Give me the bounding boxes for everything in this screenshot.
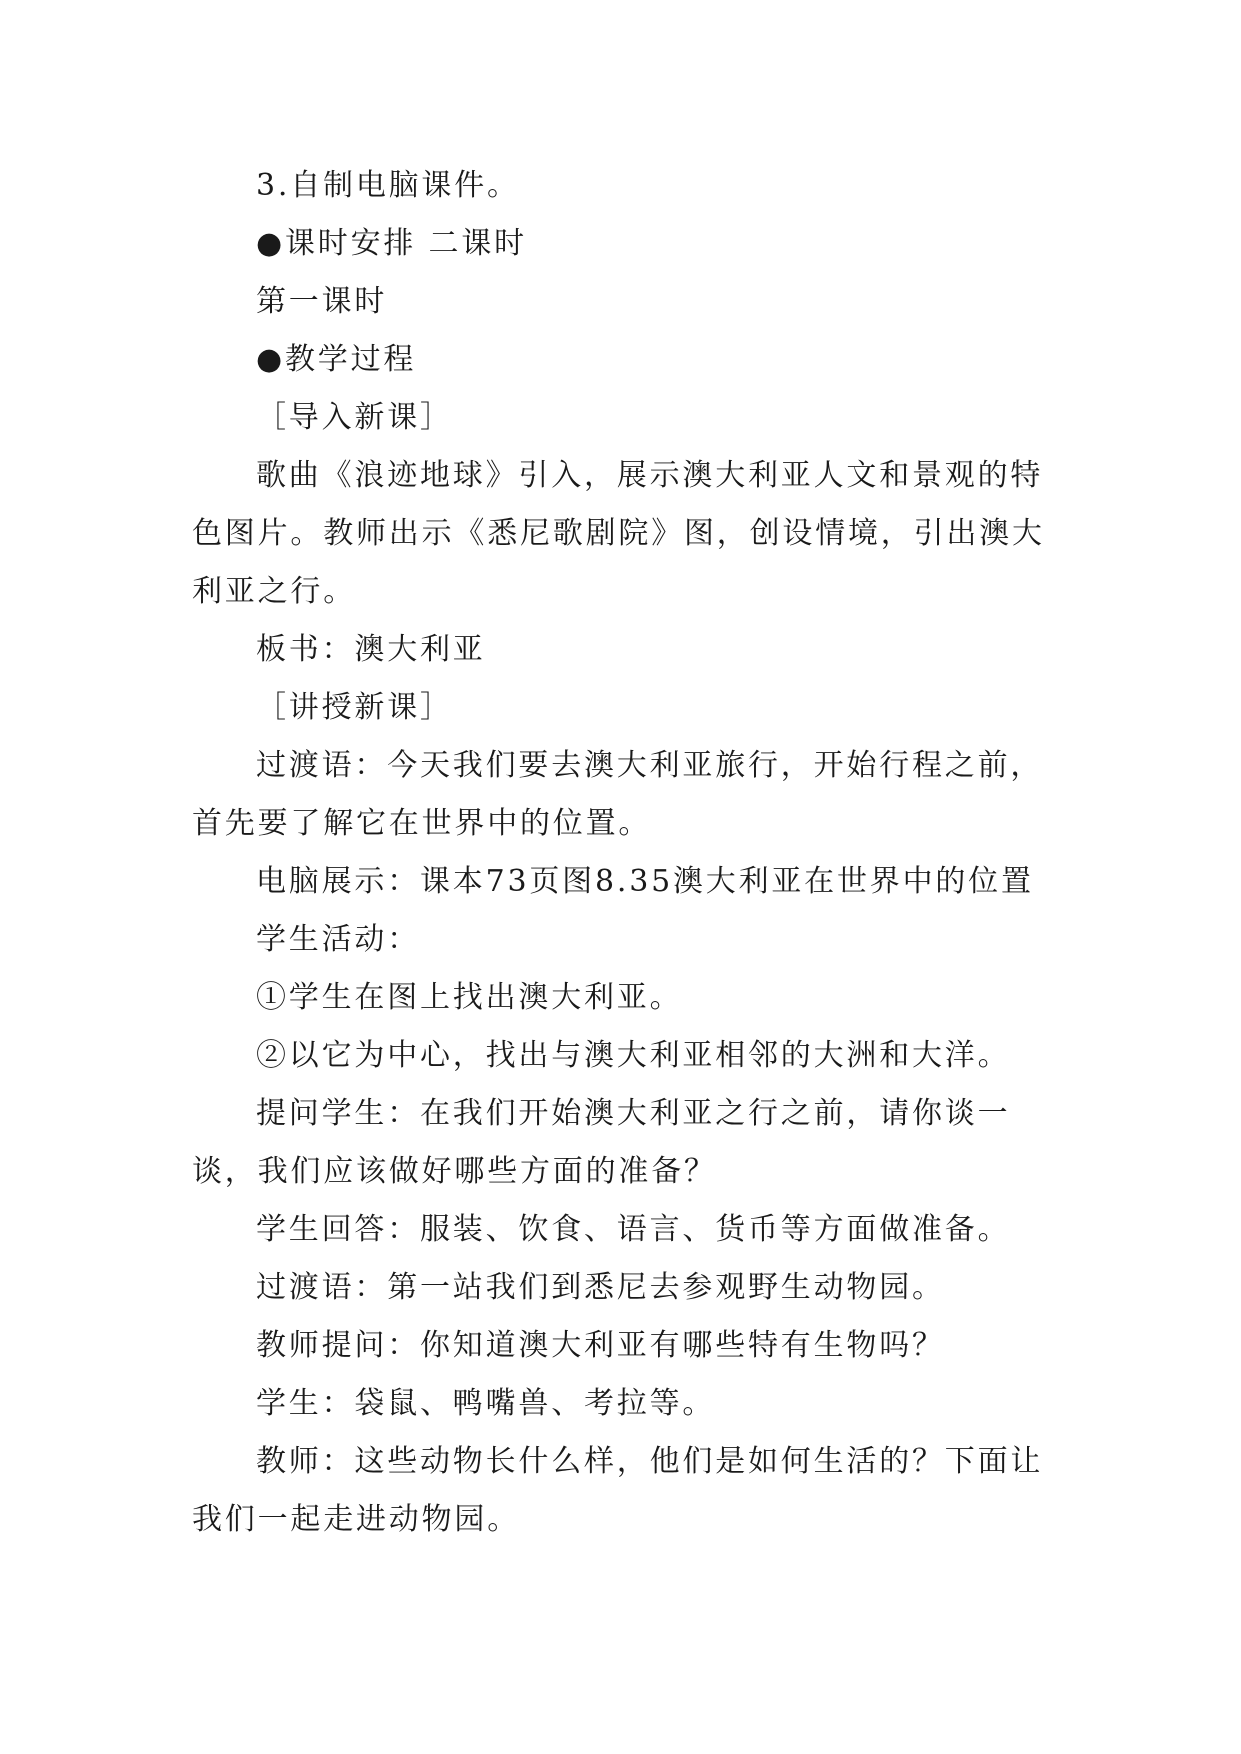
paragraph-question: 提问学生：在我们开始澳大利亚之行之前，请你谈一谈，我们应该做好哪些方面的准备？ — [192, 1096, 1011, 1189]
paragraph-activity-2: ②以它为中心，找出与澳大利亚相邻的大洲和大洋。 — [256, 1038, 1011, 1073]
paragraph-computer-display: 电脑展示：课本73页图8.35澳大利亚在世界中的位置 — [256, 864, 1034, 899]
paragraph-student-activity: 学生活动： — [256, 922, 420, 957]
paragraph-song-intro: 歌曲《浪迹地球》引入，展示澳大利亚人文和景观的特色图片。教师出示《悉尼歌剧院》图，创设情境，引出澳大利亚之行。 — [192, 458, 1045, 609]
paragraph-transition-2: 过渡语：第一站我们到悉尼去参观野生动物园。 — [256, 1270, 945, 1305]
paragraph-student-reply: 学生：袋鼠、鸭嘴兽、考拉等。 — [256, 1386, 716, 1421]
paragraph-transition-1: 过渡语：今天我们要去澳大利亚旅行，开始行程之前，首先要了解它在世界中的位置。 — [192, 748, 1044, 841]
section-heading-new-lesson: ［讲授新课］ — [256, 690, 453, 725]
paragraph-schedule: ●课时安排 二课时 — [256, 226, 527, 261]
paragraph-teacher-question: 教师提问：你知道澳大利亚有哪些特有生物吗？ — [256, 1328, 945, 1363]
paragraph-teaching-process: ●教学过程 — [256, 342, 417, 377]
paragraph-activity-1: ①学生在图上找出澳大利亚。 — [256, 980, 683, 1015]
paragraph-teacher-closing: 教师：这些动物长什么样，他们是如何生活的？下面让我们一起走进动物园。 — [192, 1444, 1044, 1537]
paragraph-courseware: 3.自制电脑课件。 — [256, 168, 520, 203]
paragraph-student-answer: 学生回答：服装、饮食、语言、货币等方面做准备。 — [256, 1212, 1011, 1247]
paragraph-blackboard: 板书：澳大利亚 — [256, 632, 486, 667]
document-body — [192, 157, 1052, 1549]
paragraph-lesson-one: 第一课时 — [256, 284, 388, 319]
section-heading-intro: ［导入新课］ — [256, 400, 453, 435]
